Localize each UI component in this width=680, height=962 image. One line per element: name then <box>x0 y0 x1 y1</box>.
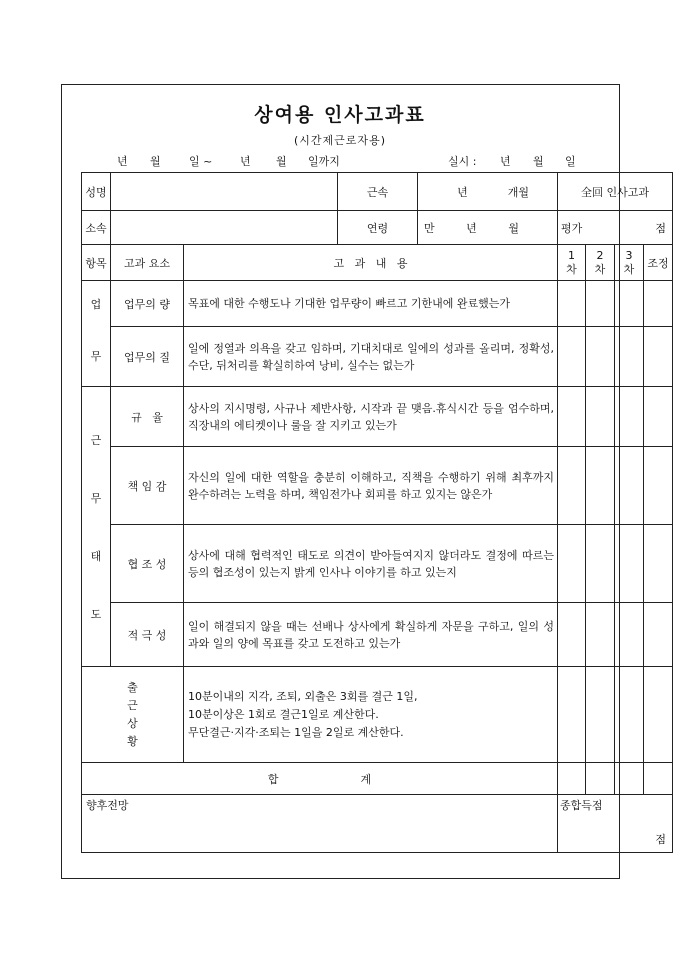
department-field[interactable] <box>111 211 338 245</box>
score-cell[interactable] <box>644 525 673 603</box>
tenure-label: 근속 <box>338 173 418 211</box>
round-3-suffix: 차 <box>623 262 635 276</box>
round-2-number: 2 <box>596 248 604 262</box>
age-prefix: 만 <box>424 221 435 235</box>
rating-score-unit: 점 <box>655 221 666 235</box>
attendance-row <box>82 667 673 763</box>
outlook-cell[interactable] <box>82 795 558 853</box>
section-attitude <box>82 387 111 667</box>
total-row <box>82 763 673 795</box>
tenure-month-unit: 개월 <box>507 185 529 199</box>
attendance-label-char1: 출 <box>127 680 138 694</box>
conduct-year: 년 <box>500 155 511 168</box>
header-content: 고 과 내 용 <box>184 245 558 281</box>
score-cell[interactable] <box>586 667 615 763</box>
section-work-char1: 업 <box>82 281 111 327</box>
attendance-line2: 10분이상은 1회로 결근1일로 계산한다. <box>188 707 379 721</box>
outlook-row <box>82 795 673 853</box>
round-3-number: 3 <box>625 248 633 262</box>
attendance-content <box>184 667 558 763</box>
score-cell[interactable] <box>586 387 615 447</box>
item-element: 협 조 성 <box>111 525 184 603</box>
item-element: 적 극 성 <box>111 603 184 667</box>
score-cell[interactable] <box>558 387 586 447</box>
item-element: 업무의 량 <box>111 281 184 327</box>
item-element: 책 임 감 <box>111 447 184 525</box>
round-2-suffix: 차 <box>594 262 606 276</box>
round-1-suffix: 차 <box>566 262 577 276</box>
total-label-cell <box>82 763 558 795</box>
page-subtitle: (시간제근로자용) <box>294 134 386 147</box>
score-cell[interactable] <box>644 667 673 763</box>
date-to-month: 월 <box>276 155 287 168</box>
header-round-3 <box>615 245 644 281</box>
attendance-label-char2: 근 <box>127 698 138 712</box>
score-cell[interactable] <box>615 667 644 763</box>
score-cell[interactable] <box>644 603 673 667</box>
age-label: 연령 <box>338 211 418 245</box>
header-row <box>82 245 673 281</box>
date-from-day: 일 ~ <box>189 155 213 168</box>
section-attitude-char1: 근 <box>90 433 102 447</box>
item-content: 일에 정열과 의욕을 갖고 임하며, 기대치대로 일에의 성과를 올리며, 정확성, 수단, 뒤처리를 확실히하여 낭비, 실수는 없는가 <box>184 327 558 387</box>
info-row-name <box>82 173 673 211</box>
score-cell[interactable] <box>558 281 586 327</box>
total-cell[interactable] <box>615 763 644 795</box>
score-cell[interactable] <box>558 603 586 667</box>
attendance-line3: 무단결근·지각·조퇴는 1일을 2일로 계산한다. <box>188 725 404 739</box>
attendance-line1: 10분이내의 지각, 조퇴, 외출은 3회를 결근 1일, <box>188 689 418 703</box>
score-cell[interactable] <box>644 327 673 387</box>
score-cell[interactable] <box>615 447 644 525</box>
item-content: 일이 해결되지 않을 때는 선배나 상사에게 확실하게 자문을 구하고, 일의 성과와 일의 양에 목표를 갖고 도전하고 있는가 <box>184 603 558 667</box>
item-content: 자신의 일에 대한 역할을 충분히 이해하고, 직책을 수행하기 위해 최후까지 완수하려는 노력을 하며, 책임전가나 회피를 하고 있지는 않은가 <box>184 447 558 525</box>
table-row <box>82 447 673 525</box>
total-cell[interactable] <box>644 763 673 795</box>
tenure-field[interactable] <box>418 173 558 211</box>
total-cell[interactable] <box>586 763 615 795</box>
section-work-char2: 무 <box>82 327 111 387</box>
attendance-label <box>82 667 184 763</box>
score-cell[interactable] <box>586 603 615 667</box>
round-1-number: 1 <box>568 248 575 262</box>
date-to-day: 일까지 <box>308 155 340 168</box>
page-title: 상여용 인사고과표 <box>254 104 426 126</box>
score-cell[interactable] <box>644 447 673 525</box>
section-attitude-char4: 도 <box>90 607 102 621</box>
score-cell[interactable] <box>558 327 586 387</box>
rating-label: 평가 <box>561 221 583 235</box>
item-element: 업무의 질 <box>111 327 184 387</box>
item-content: 상사에 대해 협력적인 태도로 의견이 받아들여지지 않더라도 결정에 따르는 등의 협조성이 있는지 밝게 인사나 이야기를 하고 있는지 <box>184 525 558 603</box>
date-from-month: 월 <box>150 155 161 168</box>
header-round-1 <box>558 245 586 281</box>
table-row <box>82 281 673 327</box>
score-cell[interactable] <box>615 603 644 667</box>
header-round-2 <box>586 245 615 281</box>
score-cell[interactable] <box>586 447 615 525</box>
score-cell[interactable] <box>615 387 644 447</box>
rating-field[interactable] <box>558 211 673 245</box>
department-label: 소속 <box>82 211 111 245</box>
tenure-year-unit: 년 <box>457 185 468 199</box>
age-field[interactable] <box>418 211 558 245</box>
overall-score-label: 종합득점 <box>560 799 603 812</box>
item-content: 목표에 대한 수행도나 기대한 업무량이 빠르고 기한내에 완료했는가 <box>184 281 558 327</box>
age-month-unit: 월 <box>508 221 519 235</box>
item-content: 상사의 지시명령, 사규나 제반사항, 시작과 끝 맺음.휴식시간 등을 엄수하며, 직장내의 에티켓이나 룰을 잘 지키고 있는가 <box>184 387 558 447</box>
name-label: 성명 <box>82 173 111 211</box>
info-row-department <box>82 211 673 245</box>
previous-appraisal-label: 全回 인사고과 <box>558 173 673 211</box>
score-cell[interactable] <box>615 525 644 603</box>
conduct-day: 일 <box>565 155 576 168</box>
attendance-label-char3: 상 <box>127 716 138 730</box>
score-cell[interactable] <box>586 281 615 327</box>
header-adjust: 조정 <box>644 245 673 281</box>
conduct-month: 월 <box>533 155 544 168</box>
score-cell[interactable] <box>558 667 586 763</box>
total-cell[interactable] <box>558 763 586 795</box>
total-label-left: 합 <box>267 772 279 786</box>
outlook-label: 향후전망 <box>86 799 129 812</box>
section-attitude-char2: 무 <box>90 491 102 505</box>
header-category: 항목 <box>82 245 111 281</box>
score-cell[interactable] <box>558 525 586 603</box>
score-cell[interactable] <box>615 281 644 327</box>
overall-score-cell[interactable] <box>558 795 673 853</box>
score-cell[interactable] <box>586 525 615 603</box>
name-field[interactable] <box>111 173 338 211</box>
section-attitude-char3: 태 <box>90 549 102 563</box>
table-row <box>82 387 673 447</box>
header-element: 고과 요소 <box>111 245 184 281</box>
table-row <box>82 603 673 667</box>
overall-score-unit: 점 <box>655 833 666 846</box>
date-from-year: 년 <box>117 155 128 168</box>
item-element: 규 율 <box>111 387 184 447</box>
date-to-year: 년 <box>240 155 251 168</box>
score-cell[interactable] <box>586 327 615 387</box>
score-cell[interactable] <box>644 281 673 327</box>
appraisal-form-table <box>81 172 673 853</box>
score-cell[interactable] <box>644 387 673 447</box>
table-row <box>82 327 673 387</box>
age-year-unit: 년 <box>466 221 477 235</box>
total-label-right: 계 <box>360 772 372 786</box>
table-row <box>82 525 673 603</box>
conduct-label: 실시 : <box>448 155 477 168</box>
score-cell[interactable] <box>558 447 586 525</box>
attendance-label-char4: 황 <box>127 734 138 748</box>
score-cell[interactable] <box>615 327 644 387</box>
